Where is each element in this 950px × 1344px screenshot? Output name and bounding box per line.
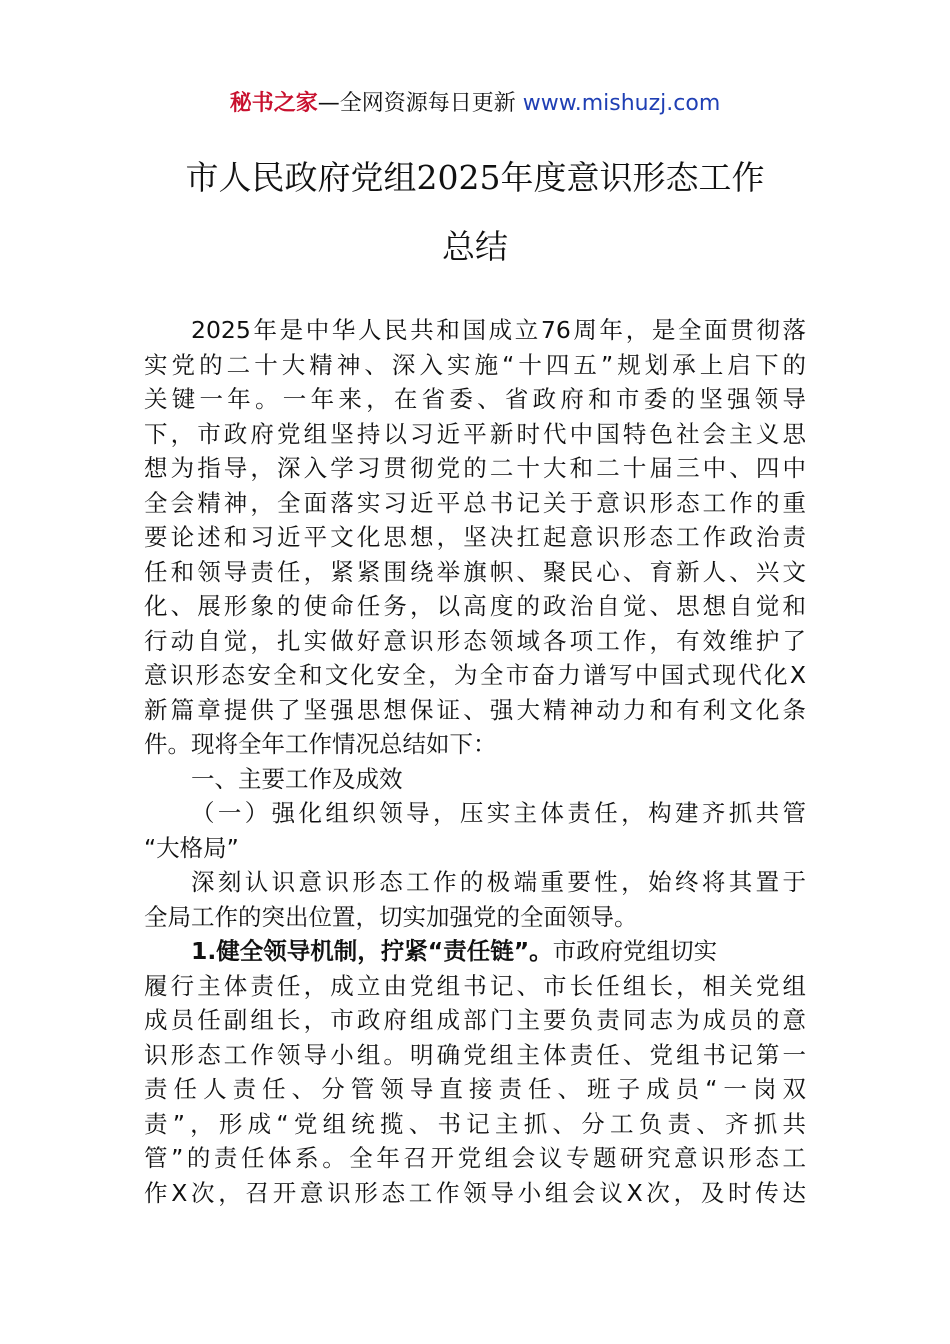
body-line: 想为指导，深入学习贯彻党的二十大和二十届三中、四中 <box>144 454 806 482</box>
body-line: 深刻认识意识形态工作的极端重要性，始终将其置于 <box>191 868 806 896</box>
body-line: 全会精神，全面落实习近平总书记关于意识形态工作的重 <box>144 488 806 517</box>
header-tagline: —全网资源每日更新 <box>317 91 523 116</box>
body-line: 成员任副组长，市政府组成部门主要负责同志为成员的意 <box>144 1006 806 1034</box>
body-line: 实党的二十大精神、深入实施“十四五”规划承上启下的 <box>144 350 806 379</box>
item-text: 市政府党组切实 <box>552 937 718 965</box>
body-line: 下，市政府党组坚持以习近平新时代中国特色社会主义思 <box>144 419 806 448</box>
body-line: 责任人责任、分管领导直接责任、班子成员“一岗双 <box>144 1075 806 1103</box>
body-line: 意识形态安全和文化安全，为全市奋力谱写中国式现代化X <box>144 661 806 689</box>
document-title-line-2: 总结 <box>442 227 508 266</box>
document-title-line-1: 市人民政府党组2025年度意识形态工作 <box>185 158 765 197</box>
subsection-heading-cont: “大格局” <box>144 833 239 862</box>
section-heading: 一、主要工作及成效 <box>191 764 403 793</box>
body-line: 2025年是中华人民共和国成立76周年，是全面贯彻落 <box>191 316 806 344</box>
site-url[interactable]: www.mishuzj.com <box>522 91 721 116</box>
body-line: 新篇章提供了坚强思想保证、强大精神动力和有利文化条 <box>144 695 806 724</box>
body-line: 任和领导责任，紧紧围绕举旗帜、聚民心、育新人、兴文 <box>144 557 806 586</box>
item-heading: 1.健全领导机制，拧紧“责任链”。 <box>191 937 553 965</box>
body-line: 识形态工作领导小组。明确党组主体责任、党组书记第一 <box>144 1040 806 1069</box>
body-line: 全局工作的突出位置，切实加强党的全面领导。 <box>144 902 638 931</box>
body-line: 关键一年。一年来，在省委、省政府和市委的坚强领导 <box>144 385 806 413</box>
subsection-heading: （一）强化组织领导，压实主体责任，构建齐抓共管 <box>191 799 806 827</box>
brand-name: 秘书之家 <box>229 91 318 116</box>
body-line: 履行主体责任，成立由党组书记、市长任组长，相关党组 <box>144 971 806 1000</box>
body-line: 件。现将全年工作情况总结如下： <box>144 730 497 758</box>
body-line: 行动自觉，扎实做好意识形态领域各项工作，有效维护了 <box>144 626 806 655</box>
body-line <box>144 934 806 969</box>
body-line: 责”，形成“党组统揽、书记主抓、分工负责、齐抓共 <box>144 1109 806 1138</box>
body-line: 要论述和习近平文化思想，坚决扛起意识形态工作政治责 <box>144 523 806 551</box>
body-line: 管”的责任体系。全年召开党组会议专题研究意识形态工 <box>144 1144 806 1172</box>
site-header <box>0 89 950 119</box>
document-body <box>144 313 806 1210</box>
body-line: 作X次，召开意识形态工作领导小组会议X次，及时传达 <box>144 1178 806 1207</box>
body-line: 化、展形象的使命任务，以高度的政治自觉、思想自觉和 <box>144 592 806 620</box>
